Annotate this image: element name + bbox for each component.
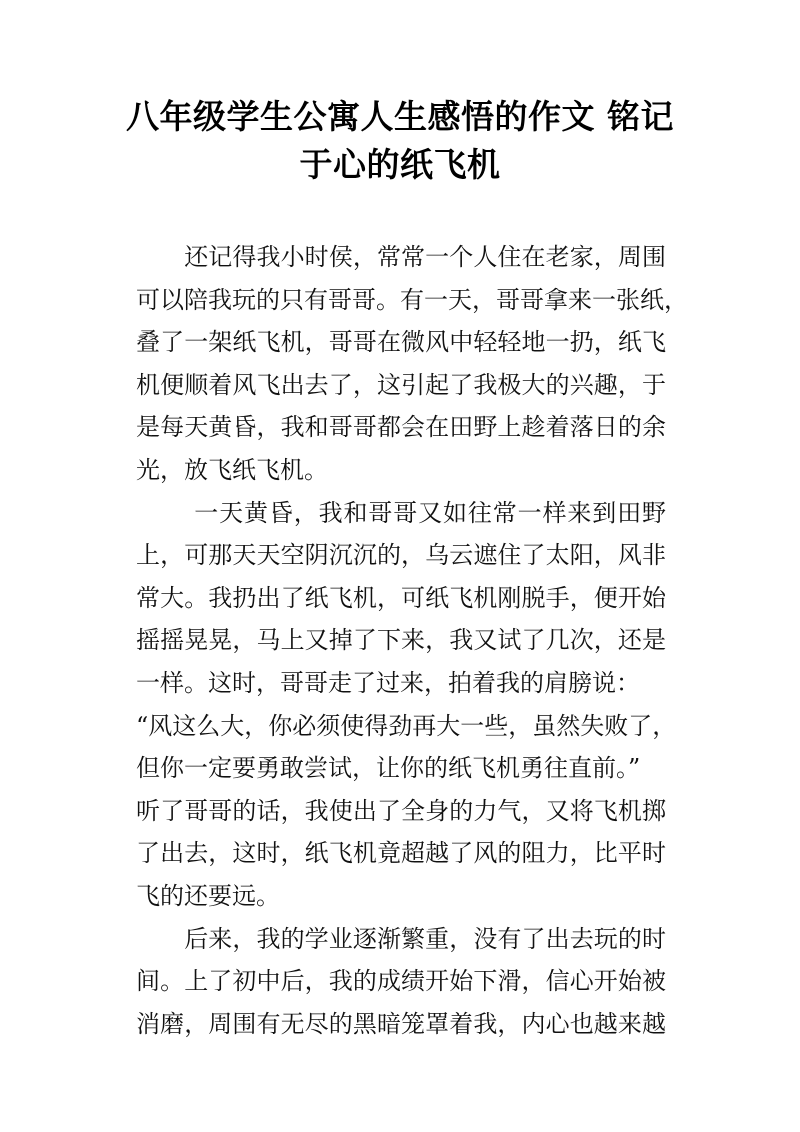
- body-line: 了出去，这时，纸飞机竟超越了风的阻力，比平时: [136, 839, 666, 868]
- body-line: 光，放飞纸飞机。: [136, 455, 328, 484]
- body-line: 飞的还要远。: [136, 881, 280, 910]
- body-line: “风这么大，你必须使得劲再大一些，虽然失败了，: [136, 711, 677, 740]
- body-line: 一天黄昏，我和哥哥又如往常一样来到田野: [136, 498, 666, 527]
- body-line: 机便顺着风飞出去了，这引起了我极大的兴趣，于: [136, 370, 666, 399]
- body-line: 上，可那天天空阴沉沉的，乌云遮住了太阳，风非: [136, 541, 666, 570]
- body-line: 但你一定要勇敢尝试，让你的纸飞机勇往直前。”: [136, 754, 641, 783]
- body-line: 可以陪我玩的只有哥哥。有一天，哥哥拿来一张纸，: [136, 285, 688, 314]
- body-line: 间。上了初中后，我的成绩开始下滑，信心开始被: [136, 967, 666, 996]
- body-line: 还记得我小时侯，常常一个人住在老家，周围: [136, 243, 666, 271]
- body-line: 叠了一架纸飞机，哥哥在微风中轻轻地一扔，纸飞: [136, 328, 666, 357]
- body-line: 消磨，周围有无尽的黑暗笼罩着我，内心也越来越: [136, 1009, 666, 1038]
- article-body: [136, 236, 688, 1045]
- title-line-1: 八年级学生公寓人生感悟的作文 铭记: [126, 97, 674, 136]
- body-line: 后来，我的学业逐渐繁重，没有了出去玩的时: [136, 924, 666, 953]
- title-line-2: 于心的纸飞机: [299, 145, 501, 184]
- body-line: 一样。这时，哥哥走了过来，拍着我的肩膀说：: [136, 668, 640, 697]
- body-line: 常大。我扔出了纸飞机，可纸飞机刚脱手，便开始: [136, 583, 666, 612]
- body-line: 是每天黄昏，我和哥哥都会在田野上趁着落日的余: [136, 413, 666, 442]
- body-line: 听了哥哥的话，我使出了全身的力气，又将飞机掷: [136, 796, 666, 825]
- article-title: [100, 93, 700, 189]
- body-line: 摇摇晃晃，马上又掉了下来，我又试了几次，还是: [136, 626, 666, 655]
